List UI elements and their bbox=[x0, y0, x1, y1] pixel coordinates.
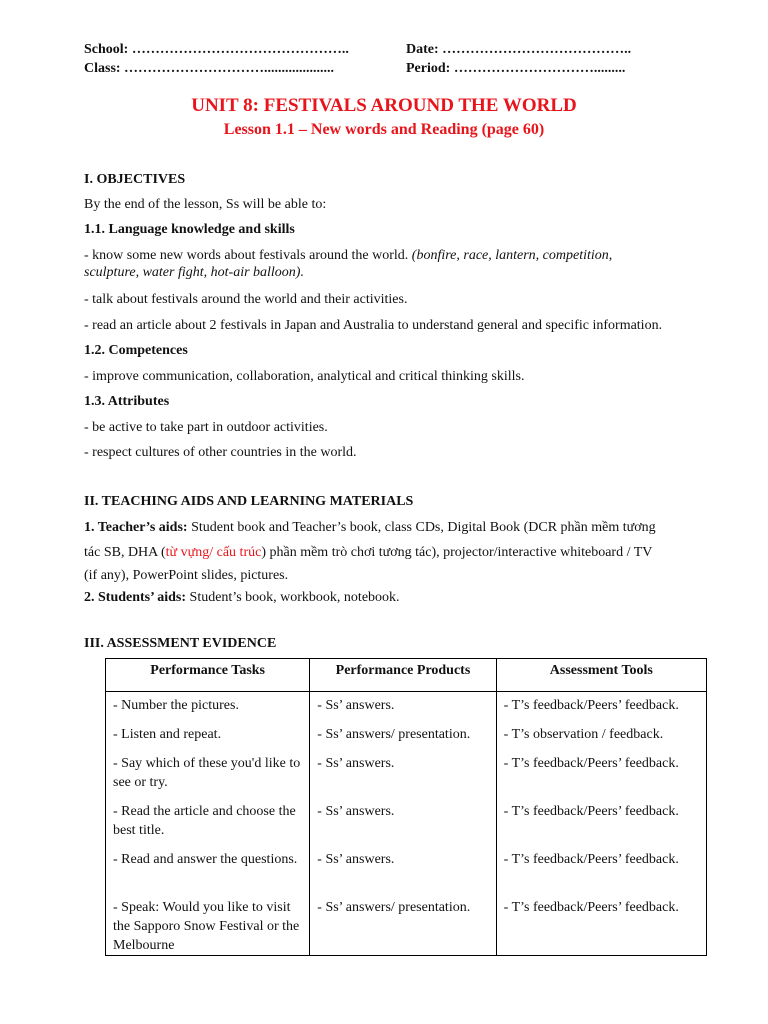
attribute-line: - respect cultures of other countries in the world. bbox=[84, 445, 357, 460]
table-header-row bbox=[106, 659, 707, 692]
table-cell: - Ss’ answers/ presentation. bbox=[310, 893, 496, 956]
table-row bbox=[106, 692, 707, 721]
students-aids-text: Student’s book, workbook, notebook. bbox=[186, 590, 400, 605]
class-field: Class: ………………………….................... bbox=[84, 61, 335, 76]
objective-line: - read an article about 2 festivals in Japan and Australia to understand general and specific information. bbox=[84, 318, 663, 333]
assessment-table bbox=[105, 658, 707, 956]
table-cell: - Listen and repeat. bbox=[106, 720, 310, 749]
table-cell: - Ss’ answers. bbox=[310, 692, 496, 721]
lesson-subtitle: Lesson 1.1 – New words and Reading (page 60) bbox=[223, 121, 545, 138]
table-cell: - T’s feedback/Peers’ feedback. bbox=[496, 749, 706, 797]
table-cell: - T’s feedback/Peers’ feedback. bbox=[496, 845, 706, 893]
period-field: Period: …………………………......... bbox=[406, 61, 626, 76]
unit-title: UNIT 8: FESTIVALS AROUND THE WORLD bbox=[191, 95, 577, 116]
section-1-1-heading: 1.1. Language knowledge and skills bbox=[84, 222, 295, 237]
students-aids-line bbox=[84, 590, 400, 606]
teacher-aids-text: Student book and Teacher’s book, class CDs, Digital Book (DCR phần mềm tương bbox=[187, 520, 656, 535]
teacher-aids-line bbox=[84, 520, 656, 536]
objective-text: - know some new words about festivals around the world. bbox=[84, 248, 412, 263]
table-cell: - Read the article and choose the best title. bbox=[106, 797, 310, 845]
objective-vocab-cont: sculpture, water fight, hot-air balloon). bbox=[84, 265, 304, 280]
table-cell: - Ss’ answers. bbox=[310, 797, 496, 845]
teacher-aids-text: tác SB, DHA ( bbox=[84, 545, 166, 560]
objective-vocab: (bonfire, race, lantern, competition, bbox=[411, 248, 613, 263]
teacher-aids-label: 1. Teacher’s aids: bbox=[84, 520, 188, 535]
students-aids-label: 2. Students’ aids: bbox=[84, 590, 187, 605]
objective-line: - talk about festivals around the world and their activities. bbox=[84, 292, 408, 307]
teacher-aids-text: ) phần mềm trò chơi tương tác), projector/interactive whiteboard / TV bbox=[261, 545, 653, 560]
teacher-aids-highlight: từ vựng/ cấu trúc bbox=[165, 545, 262, 560]
table-row bbox=[106, 720, 707, 749]
competence-line: - improve communication, collaboration, analytical and critical thinking skills. bbox=[84, 369, 525, 384]
teacher-aids-line bbox=[84, 545, 652, 561]
table-cell: - T’s feedback/Peers’ feedback. bbox=[496, 797, 706, 845]
objectives-intro: By the end of the lesson, Ss will be able to: bbox=[84, 197, 327, 212]
objective-line bbox=[84, 248, 612, 264]
table-cell: - T’s observation / feedback. bbox=[496, 720, 706, 749]
column-header: Performance Products bbox=[310, 659, 496, 692]
date-field: Date: ………………………………….. bbox=[406, 42, 632, 57]
table-cell: - Say which of these you'd like to see or try. bbox=[106, 749, 310, 797]
table-row bbox=[106, 749, 707, 797]
school-field: School: ……………………………………….. bbox=[84, 42, 349, 57]
table-cell: - Ss’ answers/ presentation. bbox=[310, 720, 496, 749]
table-cell: - T’s feedback/Peers’ feedback. bbox=[496, 893, 706, 956]
table-row bbox=[106, 797, 707, 845]
table-cell: - Read and answer the questions. bbox=[106, 845, 310, 893]
table-row bbox=[106, 845, 707, 893]
table-cell: - Number the pictures. bbox=[106, 692, 310, 721]
table-cell: - Ss’ answers. bbox=[310, 845, 496, 893]
table-row bbox=[106, 893, 707, 956]
aids-heading: II. TEACHING AIDS AND LEARNING MATERIALS bbox=[84, 494, 414, 509]
assessment-heading: III. ASSESSMENT EVIDENCE bbox=[84, 636, 277, 651]
objectives-heading: I. OBJECTIVES bbox=[84, 172, 186, 187]
column-header: Performance Tasks bbox=[106, 659, 310, 692]
attribute-line: - be active to take part in outdoor activities. bbox=[84, 420, 328, 435]
table-cell: - Ss’ answers. bbox=[310, 749, 496, 797]
section-1-3-heading: 1.3. Attributes bbox=[84, 394, 170, 409]
table-cell: - Speak: Would you like to visit the Sapporo Snow Festival or the Melbourne bbox=[106, 893, 310, 956]
teacher-aids-line: (if any), PowerPoint slides, pictures. bbox=[84, 568, 289, 583]
table-cell: - T’s feedback/Peers’ feedback. bbox=[496, 692, 706, 721]
section-1-2-heading: 1.2. Competences bbox=[84, 343, 188, 358]
column-header: Assessment Tools bbox=[496, 659, 706, 692]
